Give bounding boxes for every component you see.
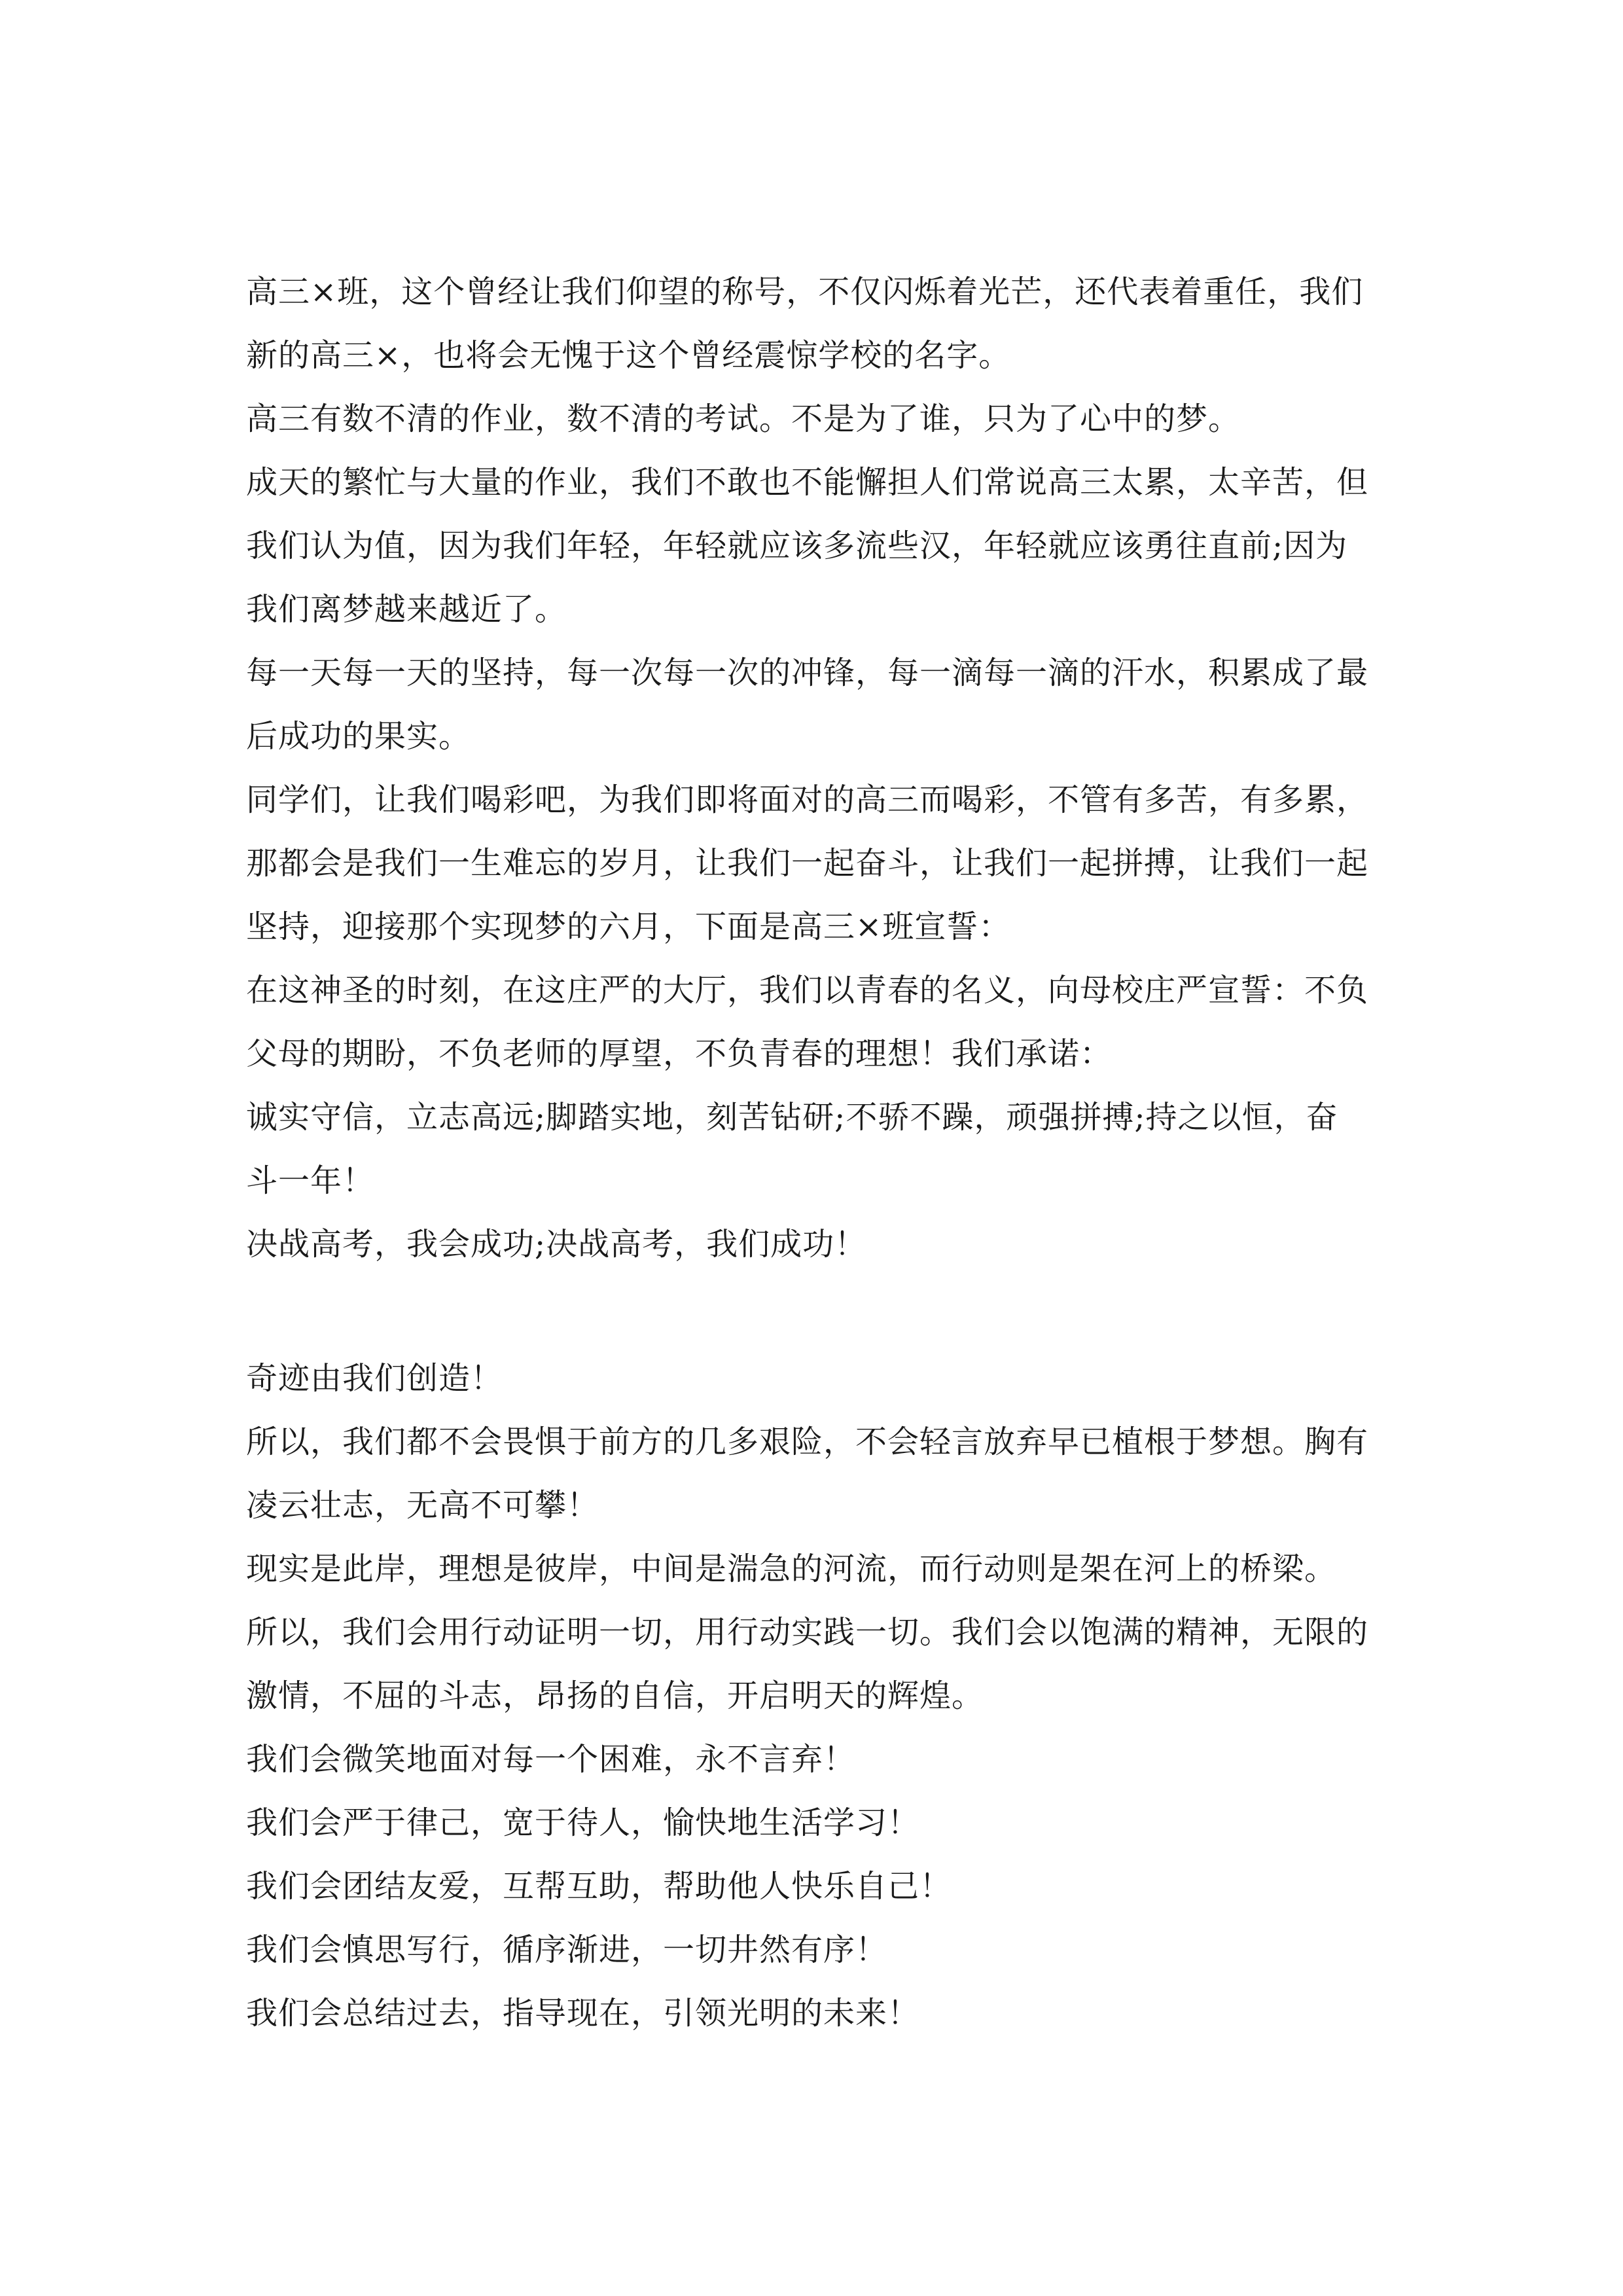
text-line: 后成功的果实。 — [246, 718, 471, 755]
text-line: 我们会总结过去，指导现在，引领光明的未来！ — [246, 1995, 920, 2032]
text-line: 我们会团结友爱，互帮互助，帮助他人快乐自己！ — [246, 1868, 952, 1905]
text-line: 奇迹由我们创造！ — [246, 1360, 503, 1397]
text-line: 斗一年！ — [246, 1162, 375, 1199]
text-line: 父母的期盼，不负老师的厚望，不负青春的理想！我们承诺： — [246, 1035, 1113, 1072]
text-line: 激情，不屈的斗志，昂扬的自信，开启明天的辉煌。 — [246, 1677, 984, 1714]
text-line: 我们离梦越来越近了。 — [246, 591, 567, 628]
text-line: 新的高三×，也将会无愧于这个曾经震惊学校的名字。 — [246, 337, 1011, 374]
text-line: 同学们，让我们喝彩吧，为我们即将面对的高三而喝彩，不管有多苦，有多累， — [246, 781, 1369, 818]
text-line: 所以，我们会用行动证明一切，用行动实践一切。我们会以饱满的精神，无限的 — [246, 1614, 1369, 1651]
text-line: 诚实守信，立志高远;脚踏实地，刻苦钻研;不骄不躁，顽强拼搏;持之以恒，奋 — [246, 1099, 1338, 1136]
text-line: 我们会微笑地面对每一个困难，永不言弃！ — [246, 1741, 856, 1778]
text-line: 在这神圣的时刻，在这庄严的大厅，我们以青春的名义，向母校庄严宣誓：不负 — [246, 972, 1369, 1009]
text-section-2 — [246, 1347, 1398, 2045]
text-section-1 — [246, 260, 1398, 1276]
text-line: 坚持，迎接那个实现梦的六月，下面是高三×班宣誓： — [246, 908, 1011, 945]
text-line: 每一天每一天的坚持，每一次每一次的冲锋，每一滴每一滴的汗水，积累成了最 — [246, 655, 1369, 691]
text-line: 所以，我们都不会畏惧于前方的几多艰险，不会轻言放弃早已植根于梦想。胸有 — [246, 1424, 1369, 1460]
text-line: 现实是此岸，理想是彼岸，中间是湍急的河流，而行动则是架在河上的桥梁。 — [246, 1551, 1337, 1587]
text-line: 决战高考，我会成功;决战高考，我们成功！ — [246, 1226, 867, 1263]
text-line: 高三×班，这个曾经让我们仰望的称号，不仅闪烁着光芒，还代表着重任，我们 — [246, 274, 1364, 310]
text-line: 高三有数不清的作业，数不清的考试。不是为了谁，只为了心中的梦。 — [246, 401, 1241, 437]
text-line: 我们认为值，因为我们年轻，年轻就应该多流些汉，年轻就应该勇往直前;因为 — [246, 528, 1348, 564]
text-line: 我们会严于律己，宽于待人，愉快地生活学习！ — [246, 1804, 920, 1841]
text-line: 我们会慎思写行，循序渐进，一切井然有序！ — [246, 1931, 888, 1968]
text-line: 凌云壮志，无高不可攀！ — [246, 1487, 599, 1524]
text-line: 那都会是我们一生难忘的岁月，让我们一起奋斗，让我们一起拼搏，让我们一起 — [246, 845, 1369, 882]
text-line: 成天的繁忙与大量的作业，我们不敢也不能懈担人们常说高三太累，太辛苦，但 — [246, 464, 1369, 501]
